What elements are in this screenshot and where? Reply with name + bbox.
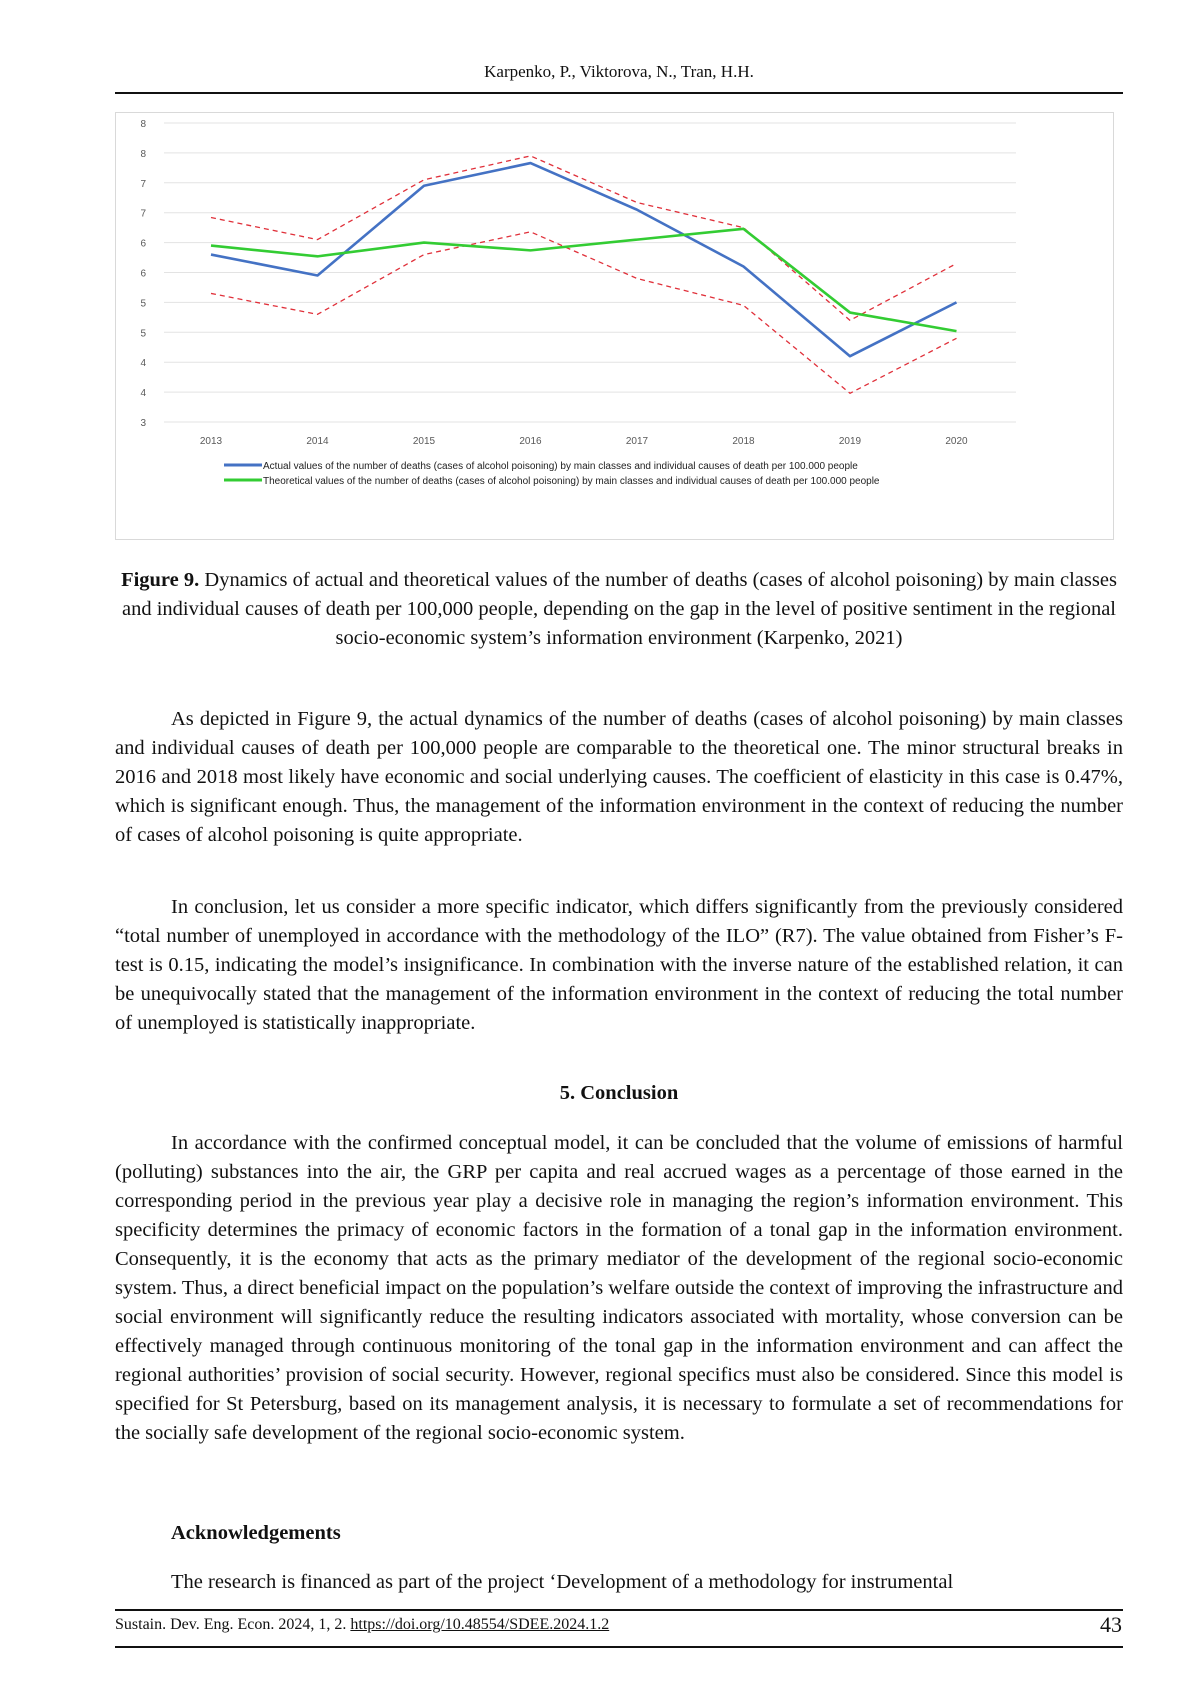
x-tick-label: 2019 [838, 436, 862, 447]
figure-9-chart [115, 112, 1114, 540]
paragraph-4 [115, 1568, 1123, 1597]
x-tick-label: 2015 [412, 436, 436, 447]
x-tick-label: 2013 [199, 436, 223, 447]
paragraph-3-text: In accordance with the confirmed conceptual model, it can be concluded that the volume of emissions of harmful (polluting) substances into the air, the GRP per capita and real accrued wages as a percentage of those earned in the corresponding period in the previous year play a decisive role in managing the region’s information environment. This specificity determines the primacy of economic factors in the formation of a tonal gap in the information environment. Consequently, it is the economy that acts as the primary mediator of the development of the regional socio-economic system. Thus, a direct beneficial impact on the population’s welfare outside the context of improving the infrastructure and social environment will significantly reduce the resulting indicators associated with mortality, whose conversion can be effectively managed through continuous monitoring of the tonal gap in the information environment and can affect the regional authorities’ provision of social security. However, regional specifics must also be considered. Since this model is specified for St Petersburg, based on its management analysis, it is necessary to formulate a set of recommendations for the socially safe development of the regional socio-economic system. [115, 1132, 1123, 1444]
paragraph-2 [115, 893, 1123, 1038]
paragraph-1-text: As depicted in Figure 9, the actual dynamics of the number of deaths (cases of alcohol poisoning) by main classes and individual causes of death per 100,000 people are comparable to the theoretical one. The minor structural breaks in 2016 and 2018 most likely have economic and social underlying causes. The coefficient of elasticity in this case is 0.47%, which is significant enough. Thus, the management of the information environment in the context of reducing the number of cases of alcohol poisoning is quite appropriate. [115, 708, 1123, 846]
footer-rule-top [115, 1609, 1123, 1611]
y-tick-label: 6 [140, 268, 146, 280]
header-rule [115, 92, 1123, 94]
paragraph-3 [115, 1129, 1123, 1448]
y-tick-label: 5 [140, 328, 146, 340]
y-tick-label: 8 [140, 119, 146, 130]
paragraph-2-text: In conclusion, let us consider a more specific indicator, which differs significantly from the previously considered “total number of unemployed in accordance with the methodology of the ILO” (R7). The value obtained from Fisher’s F-test is 0.15, indicating the model’s insignificance. In combination with the inverse nature of the established relation, it can be unequivocally stated that the management of the information environment in the context of reducing the total number of unemployed is statistically inappropriate. [115, 896, 1123, 1034]
series-line-1 [211, 229, 957, 331]
paragraph-1 [115, 705, 1123, 850]
footer-citation [115, 1616, 609, 1634]
page-number: 43 [1100, 1612, 1122, 1637]
footer-journal: Sustain. Dev. Eng. Econ. 2024, 1, 2. [115, 1616, 351, 1633]
paragraph-4-text: The research is financed as part of the project ‘Development of a methodology for instrumental [171, 1571, 954, 1593]
footer-doi-link[interactable]: https://doi.org/10.48554/SDEE.2024.1.2 [350, 1616, 610, 1633]
x-tick-label: 2014 [306, 436, 329, 447]
x-tick-label: 2018 [732, 436, 755, 447]
figure-label: Figure 9. [121, 569, 200, 591]
legend-label-0: Actual values of the number of deaths (cases of alcohol poisoning) by main classes and individual causes of death per 100.000 people [263, 461, 858, 472]
y-tick-label: 6 [140, 238, 146, 250]
x-tick-label: 2016 [519, 436, 542, 447]
y-tick-label: 3 [140, 418, 146, 429]
running-title: Karpenko, P., Viktorova, N., Tran, H.H. [484, 62, 754, 81]
y-tick-label: 7 [140, 178, 146, 190]
series-line-2 [211, 156, 957, 320]
figure-caption-text: Dynamics of actual and theoretical values of the number of deaths (cases of alcohol poisoning) by main classes and individual causes of death per 100,000 people, depending on the gap in the level of positive sentiment in the regional socio-economic system’s information environment (Karpenko, 2021) [122, 569, 1117, 649]
legend-label-1: Theoretical values of the number of deaths (cases of alcohol poisoning) by main classes and individual causes of death per 100.000 people [263, 476, 880, 487]
y-tick-label: 7 [140, 208, 146, 220]
y-tick-label: 8 [140, 148, 146, 160]
section-heading-conclusion: 5. Conclusion [559, 1082, 679, 1104]
figure-caption [115, 566, 1123, 653]
x-tick-label: 2020 [945, 436, 968, 447]
y-tick-label: 5 [140, 298, 146, 310]
series-line-0 [211, 163, 957, 356]
chart-svg [116, 113, 1113, 539]
acknowledgements-heading: Acknowledgements [171, 1522, 341, 1544]
footer-rule-bottom [115, 1646, 1123, 1648]
y-tick-label: 4 [140, 358, 146, 370]
y-tick-label: 4 [140, 388, 146, 400]
x-tick-label: 2017 [625, 436, 649, 447]
